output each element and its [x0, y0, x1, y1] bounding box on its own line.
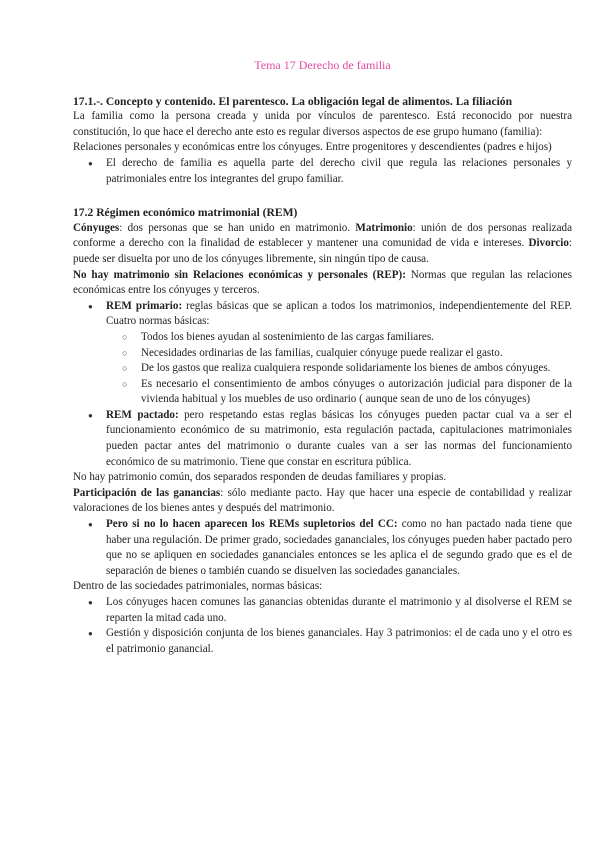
paragraph-dentro: Dentro de las sociedades patrimoniales, normas básicas:	[73, 580, 323, 593]
list-item: ● Gestión y disposición conjunta de los bienes gananciales. Hay 3 patrimonios: el de cada uno y el otro es el patrimonio ganancial.	[73, 626, 572, 657]
term-rem-pactado: REM pactado:	[106, 408, 179, 421]
paragraph-definitions	[73, 221, 572, 268]
term-matrimonio: Matrimonio	[355, 221, 413, 234]
paragraph-participacion	[73, 486, 572, 517]
term-divorcio: Divorcio	[528, 237, 569, 250]
definition-supletorios: como no han pactado nada tiene que haber una regulación. De primer grado, sociedades gananciales, los cónyuges pueden haber pactado pero que no se apliquen en sociedades gananciales entonces se les aplica el de segundo grado que es el de separación de bienes o también cuando se disuelven las sociedades gananciales.	[106, 518, 572, 577]
bullet-list-normas	[73, 595, 572, 657]
list-item: ● El derecho de familia es aquella parte del derecho civil que regula las relaciones personales y patrimoniales entre los integrantes del grupo familiar.	[73, 156, 572, 187]
bullet-list-supletorios	[73, 517, 572, 579]
list-item: ○ De los gastos que realiza cualquiera responde solidariamente los bienes de ambos cónyuges.	[106, 361, 572, 377]
bullet-list-rem	[73, 299, 572, 471]
definition-rem-primario: reglas básicas que se aplican a todos los matrimonios, independientemente del REP. Cuatro normas básicas:	[106, 299, 572, 328]
list-item-supletorios	[73, 517, 572, 579]
term-rep: No hay matrimonio sin Relaciones económicas y personales (REP):	[73, 268, 406, 281]
list-item: ● Los cónyuges hacen comunes las ganancias obtenidas durante el matrimonio y al disolverse el REM se reparten la mitad cada uno.	[73, 595, 572, 626]
list-item: ○ Todos los bienes ayudan al sostenimiento de las cargas familiares.	[106, 330, 572, 346]
list-item-rem-primario	[73, 299, 572, 408]
paragraph-rep	[73, 268, 572, 299]
definition-conyuges: : dos personas que se han unido en matrimonio.	[119, 221, 356, 234]
paragraph-no-patrimonio: No hay patrimonio común, dos separados responden de deudas familiares y propias.	[73, 471, 447, 484]
sub-list-rules	[106, 330, 572, 408]
term-participacion: Participación de las ganancias	[73, 486, 221, 499]
term-conyuges: Cónyuges	[73, 221, 120, 234]
section-heading-17-2: 17.2 Régimen económico matrimonial (REM)	[73, 206, 298, 220]
definition-participacion: : sólo mediante pacto. Hay que hacer una especie de contabilidad y realizar valoraciones de los bienes antes y después del matrimonio.	[73, 486, 572, 515]
bullet-list-familia	[73, 156, 572, 187]
term-supletorios: Pero si no lo hacen aparecen los REMs supletorios del CC:	[106, 518, 398, 531]
paragraph-relaciones: Relaciones personales y económicas entre los cónyuges. Entre progenitores y descendientes (padres e hijos)	[73, 141, 552, 154]
definition-rem-pactado: pero respetando estas reglas básicas los cónyuges pueden pactar cual va a ser el funcionamiento económico de su matrimonio, esta regulación pactada, capitulaciones matrimoniales pueden pactar antes del matrimonio o durante cuales van a ser las normas del funcionamiento económico de su matrimonio. Tiene que constar en escritura pública.	[106, 408, 572, 468]
list-item: ○ Necesidades ordinarias de las familias, cualquier cónyuge puede realizar el gasto.	[106, 346, 572, 362]
term-rem-primario: REM primario:	[106, 299, 183, 312]
list-item: ○ Es necesario el consentimiento de ambos cónyuges o autorización judicial para disponer de la vivienda habitual y los muebles de uso ordinario ( aunque sean de uno de los cónyuges)	[106, 377, 572, 408]
document-title: Tema 17 Derecho de familia	[254, 58, 391, 72]
definition-rep: Normas que regulan las relaciones económicas entre los cónyuges y terceros.	[73, 268, 572, 297]
paragraph-familia: La familia como la persona creada y unida por vínculos de parentesco. Está reconocido por nuestra constitución, lo que hace el derecho ante esto es regular diversos aspectos de ese grupo humano (familia):	[73, 110, 572, 138]
list-item-rem-pactado	[73, 408, 572, 470]
section-heading-17-1: 17.1.-. Concepto y contenido. El parentesco. La obligación legal de alimentos. La filiación	[73, 94, 513, 108]
definition-matrimonio: : unión de dos personas realizada conforme a derecho con la finalidad de establecer y mantener una comunidad de vida e intereses.	[73, 221, 572, 250]
definition-divorcio: : puede ser disuelta por uno de los cónyuges libremente, sin ningún tipo de causa.	[73, 237, 572, 265]
